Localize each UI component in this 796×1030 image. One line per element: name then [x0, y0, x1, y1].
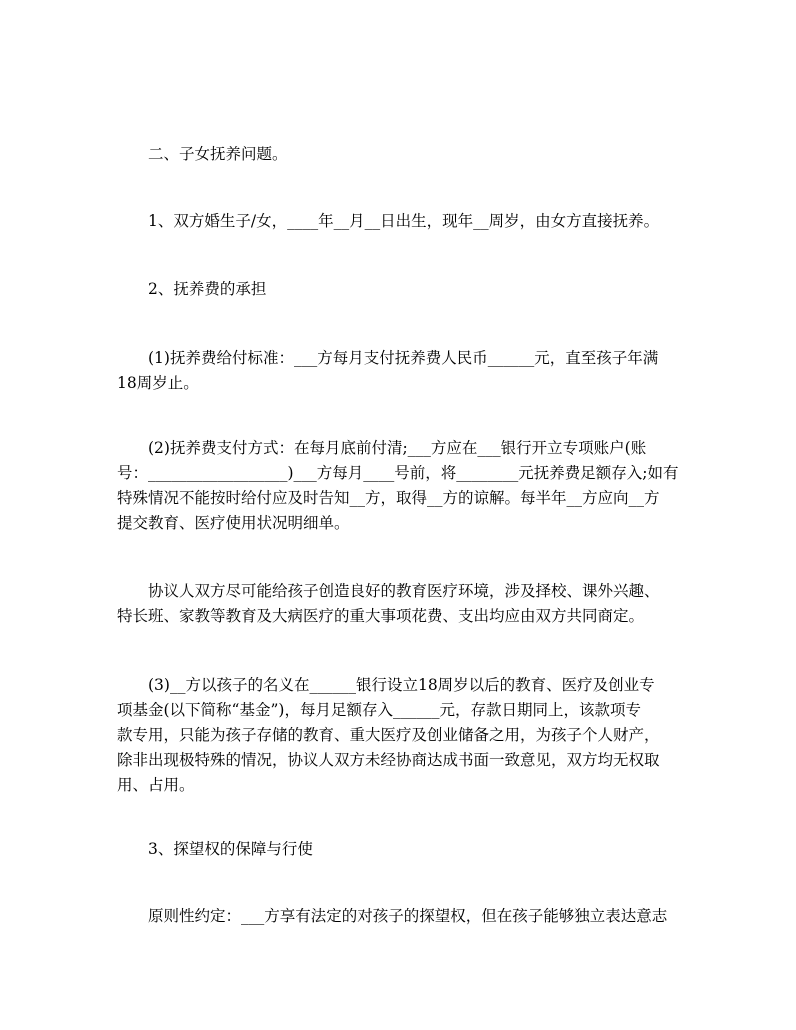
paragraph-line: 特长班、家教等教育及大病医疗的重大事项花费、支出均应由双方共同商定。	[117, 607, 645, 625]
paragraph-line: 提交教育、医疗使用状况明细单。	[117, 514, 350, 532]
section-heading-text: 二、子女抚养问题。	[148, 145, 288, 163]
paragraph-line: 18周岁止。	[117, 374, 199, 392]
paragraph-line: 款专用，只能为孩子存储的教育、重大医疗及创业储备之用，为孩子个人财产，	[117, 726, 660, 744]
paragraph-line: (1)抚养费给付标准：___方每月支付抚养费人民币______元，直至孩子年满	[148, 349, 659, 367]
paragraph-line: 用、占用。	[117, 776, 195, 794]
paragraph-line: (3)__方以孩子的名义在______银行设立18周岁以后的教育、医疗及创业专	[148, 676, 655, 694]
paragraph-support-standard	[117, 346, 683, 396]
subheading-text: 2、抚养费的承担	[148, 280, 267, 298]
paragraph-principle	[117, 904, 683, 929]
paragraph-line: 1、双方婚生子/女，____年__月__日出生，现年__周岁，由女方直接抚养。	[148, 212, 660, 230]
paragraph-line: 特殊情况不能按时给付应及时告知__方，取得__方的谅解。每半年__方应向__方	[117, 489, 660, 507]
paragraph-line: 原则性约定：___方享有法定的对孩子的探望权，但在孩子能够独立表达意志	[148, 907, 668, 925]
paragraph-line: 协议人双方尽可能给孩子创造良好的教育医疗环境，涉及择校、课外兴趣、	[148, 582, 660, 600]
section-heading	[117, 142, 683, 167]
paragraph-payment-method	[117, 436, 683, 536]
subheading-visitation	[117, 837, 683, 862]
paragraph-line: 除非出现极特殊的情况，协议人双方未经协商达成书面一致意见，双方均无权取	[117, 751, 660, 769]
paragraph-child-birth	[117, 209, 683, 234]
subheading-text: 3、探望权的保障与行使	[148, 840, 313, 858]
paragraph-line: 号：__________________)___方每月____号前，将________元抚养费足额存入;如有	[117, 464, 679, 482]
paragraph-fund	[117, 673, 683, 798]
paragraph-line: 项基金(以下简称“基金”)，每月足额存入______元，存款日期同上，该款项专	[117, 701, 641, 719]
subheading-support-cost	[117, 277, 683, 302]
paragraph-agreement	[117, 579, 683, 629]
paragraph-line: (2)抚养费支付方式：在每月底前付清;___方应在___银行开立专项账户(账	[148, 439, 647, 457]
